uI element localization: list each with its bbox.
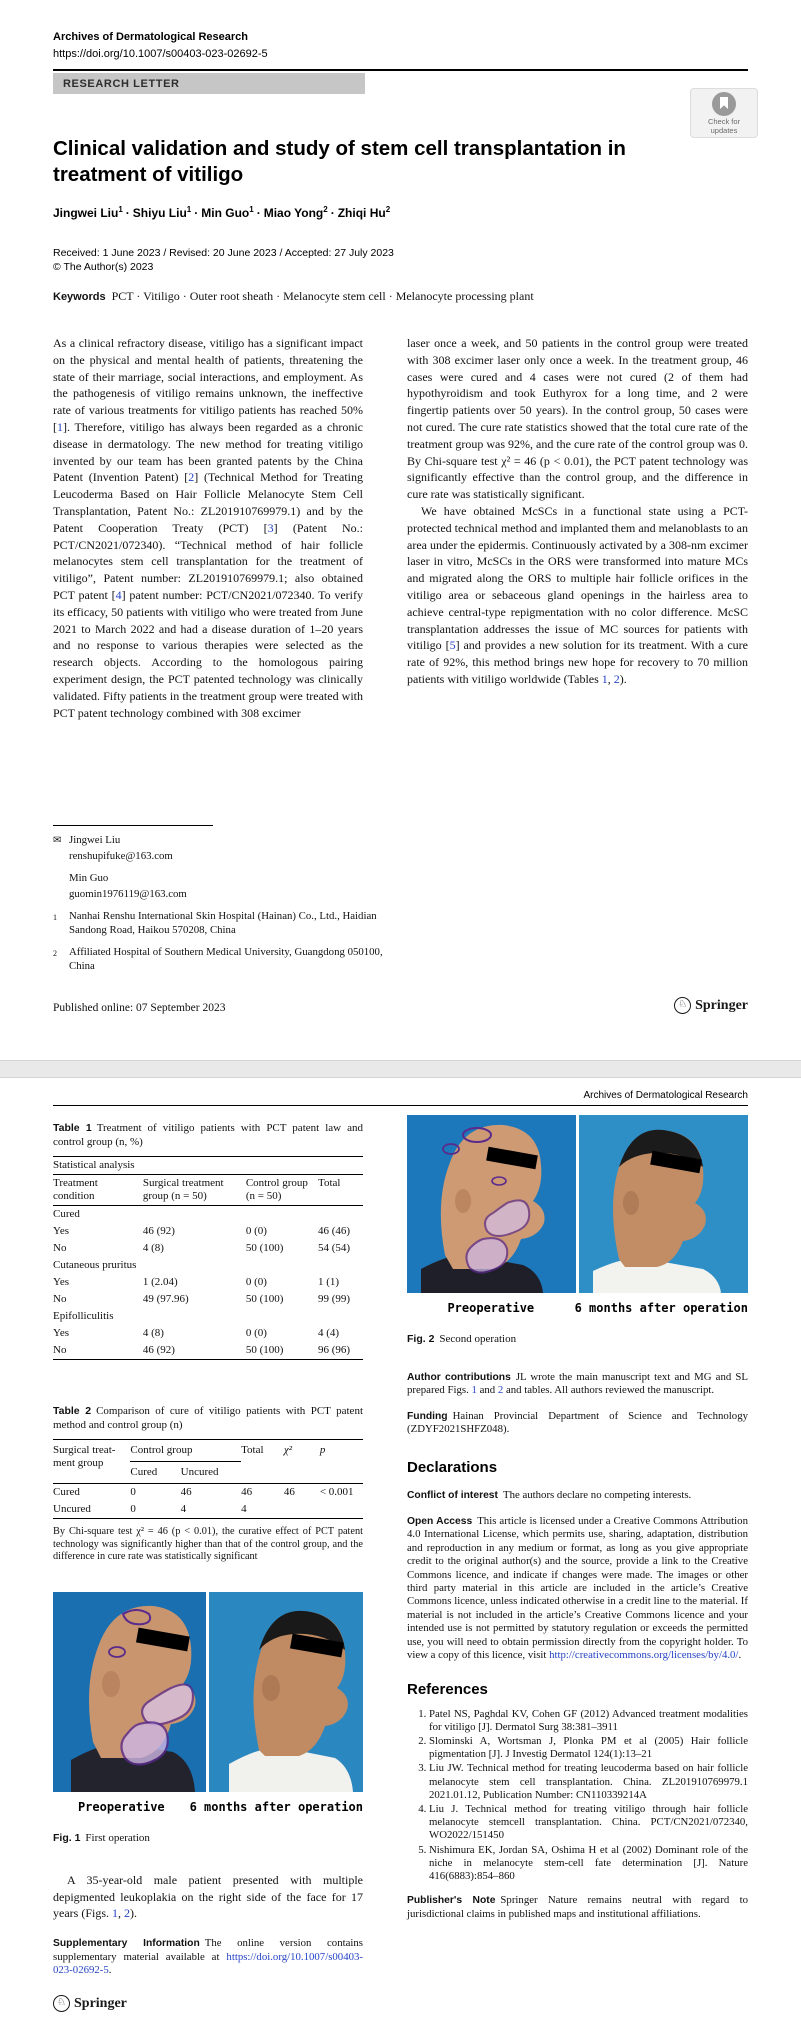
author-list: Jingwei Liu$^1$ · Shiyu Liu$^1$ · Min Guo$^1$ · Miao Yong$^2$ · Zhiqi Hu$^2$ [53,205,391,220]
figure-1-labels [53,1797,363,1817]
inline-link[interactable]: 2 [124,1906,130,1921]
reference-item: 5. Nishimura EK, Jordan SA, Oshima H et al (2002) Dominant role of the niche in melanocyte stem-cell fate determination [J]. Nature 416(6883):854–860 [429,1844,748,1884]
table2-header-cured: Cured [130,1462,180,1484]
footnote-rule [53,825,213,826]
affiliation-2-number: 2 [53,949,57,958]
table1-header: Control group (n = 50) [246,1175,318,1206]
corresponding-author-email[interactable]: renshupifuke@163.com [69,849,173,862]
reference-item: 3. Liu JW. Technical method for treating leucoderma based on hair follicle melanocyte stem cell transplantation. China. ZL201910769979.1 2021.01.12, Publication Number: CN110339214A [429,1762,748,1802]
patient-paragraph: A 35-year-old male patient presented with multiple depigmented leukoplakia on the right side of the face for 17 years (Figs. 1, 2). [53,1872,363,1921]
reference-item: 4. Liu J. Technical method for treating vitiligo through hair follicle melanocyte stemcell transplantation. China. PCT/CN2021/072340, WO2022/151450 [429,1803,748,1843]
table2-header-group: Surgical treat-ment group [53,1440,130,1484]
supplementary-information: Supplementary Information The online version contains supplementary material available at https://doi.org/10.1007/s00403-023-02692-5. [53,1937,363,1976]
publishers-note: Publisher's Note Springer Nature remains neutral with regard to jurisdictional claims in published maps and institutional affiliations. [407,1894,748,1920]
inline-link[interactable]: 3 [267,520,274,535]
author-name: Jingwei Liu$^1$ [53,205,123,220]
check-for-updates-icon [712,92,736,116]
open-access-statement: Open Access This article is licensed under a Creative Commons Attribution 4.0 International License, which permits use, sharing, adaptation, distribution and reproduction in any medium or format, as long as you give appropriate credit to the original author(s) and the source, provide a link to the Creative Commons licence, and indicate if changes were made. The images or other third party material in this article are included in the article’s Creative Commons licence, unless indicated otherwise in a credit line to the material. If material is not included in the article’s Creative Commons licence and your intended use is not permitted by statutory regulation or exceeds the permitted use, you will need to obtain permission directly from the copyright holder. To view a copy of this licence, visit http://creativecommons.org/licenses/by/4.0/. [407,1515,748,1662]
footnote-block [53,825,398,973]
figure-1-image [53,1592,363,1792]
history-dates: Received: 1 June 2023 / Revised: 20 June 2023 / Accepted: 27 July 2023 [53,247,394,259]
figure-2-labels [407,1298,748,1318]
figure-2-label-left: Preoperative [447,1301,535,1315]
page2-column-left [53,1115,363,1977]
body-column-right [407,335,748,803]
reference-item: 1. Patel NS, Paghdal KV, Cohen GF (2012) Advanced treatment modalities for vitiligo [J]. Dermatol Surg 38:381–3911 [429,1708,748,1734]
inline-link[interactable]: http://creativecommons.org/licenses/by/4.0/ [549,1649,739,1662]
affiliation-1-number: 1 [53,913,57,922]
inline-link[interactable]: 1 [112,1906,118,1921]
author-contributions: Author contributions JL wrote the main manuscript text and MG and SL prepared Figs. 1 and 2 and tables. All authors reviewed the manuscript. [407,1371,748,1397]
inline-link[interactable]: 4 [115,587,122,602]
inline-link[interactable]: 2 [188,470,195,485]
table1-header: Treatment condition [53,1175,143,1206]
page-2 [0,1078,801,2028]
table-row: Epifolliculitis [53,1310,114,1322]
inline-link[interactable]: https://doi.org/10.1007/s00403-023-02692-5 [53,1950,363,1976]
affiliation-2: Affiliated Hospital of Southern Medical University, Guangdong 050100, China [69,946,383,972]
table2-header-chi: χ² [284,1440,320,1484]
table-row: Uncured 0 4 4 [53,1503,247,1515]
table-2 [53,1439,363,1519]
reference-item: 2. Slominski A, Wortsman J, Plonka PM et al (2005) Hair follicle pigmentation [J]. J Investig Dermatol 124(1):13–21 [429,1735,748,1761]
inline-link[interactable]: 1 [601,671,608,686]
page-separator [0,1060,801,1078]
author-name: Zhiqi Hu$^2$ [337,205,391,220]
table2-caption: Table 2 Comparison of cure of vitiligo patients with PCT patent method and control group (n) [53,1405,363,1431]
table-1 [53,1156,363,1360]
inline-link[interactable]: 1 [471,1384,477,1397]
journal-name: Archives of Dermatological Research [53,31,249,43]
table1-caption: Table 1 Treatment of vitiligo patients with PCT patent law and control group (n, %) [53,1122,363,1148]
page2-column-right [407,1115,748,1977]
table-row: Cured [53,1208,80,1220]
copyright-line: © The Author(s) 2023 [53,261,154,273]
author-name: Miao Yong$^2$ [263,205,328,220]
running-head: Archives of Dermatological Research [583,1090,748,1101]
table-row: Yes 4 (8) 0 (0) 4 (4) [53,1327,340,1339]
reference-list [407,1708,748,1884]
table-row: No 49 (97.96) 50 (100) 99 (99) [53,1293,351,1305]
figure-2-label-right: 6 months after operation [574,1301,748,1315]
article-title: Clinical validation and study of stem cell transplantation in treatment of vitiligo [53,137,626,186]
figure-2 [407,1115,748,1318]
figure-1-caption: Fig. 1 First operation [53,1831,150,1844]
table-row: No 46 (92) 50 (100) 96 (96) [53,1344,351,1356]
inline-link[interactable]: 1 [57,419,63,434]
springer-logo: ♘ Springer [53,1995,127,2012]
springer-horse-icon: ♘ [53,1995,70,2012]
table2-header-uncured: Uncured [181,1462,241,1484]
table1-header: Surgical treatment group (n = 50) [143,1175,246,1206]
inline-link[interactable]: 2 [497,1384,504,1397]
article-type-badge: RESEARCH LETTER [53,73,365,94]
table-row: Cured 0 46 46 46 < 0.001 [53,1486,354,1498]
table2-header-control: Control group [130,1440,241,1462]
body-paragraph: laser once a week, and 50 patients in the control group were treated with 308 excimer laser only once a week. In the treatment group, 46 cases were cured and 4 cases were not cured (2 of them had hypothyroidism and took Euthyrox for a long time, and 2 were fingertip patients over 50 years). In the control group, 50 cases were not cured. The cure rate statistics showed that the total cure rate of the treatment group was 92%, and the cure rate of the control group was 0. By Chi-square test χ² = 46 (p < 0.01), the PCT patent technology was significantly effective than the control group, and the difference in cure rate was statistically significant. [407,336,748,502]
figure-1 [53,1592,363,1817]
table1-header: Total [318,1175,363,1206]
figure-2-caption: Fig. 2 Second operation [407,1333,517,1345]
author-name: Shiyu Liu$^1$ [132,205,192,220]
springer-logo: ♘ Springer [674,997,748,1014]
table2-footnote: By Chi-square test χ² = 46 (p < 0.01), the curative effect of PCT patent technology was significantly higher than that of the control group, and the difference in cure rate was statistically significant [53,1526,363,1563]
check-for-updates-label: Check for updates [707,117,741,135]
body-paragraph: As a clinical refractory disease, vitiligo has a significant impact on the physical and mental health of patients, threatening the state of their marriage, social interactions, and employment. As the pathogenesis of vitiligo remains unknown, the ineffective rate of various treatments for vitiligo patients has reached 50% [1]. Therefore, vitiligo has always been regarded as a chronic disease in dermatology. The new method for treating vitiligo invented by our team has been granted patents by the China Patent (Invention Patent) [2] (Technical Method for Treating Leucoderma Based on Hair Follicle Melanocyte Stem Cell Transplantation, Patent No.: ZL201910769979.1) and by the Patent Cooperation Treaty (PCT) [3] (Patent No.: PCT/CN2021/072340). “Technical method of hair follicle melanocytes stem cell transplantation for the treatment of vitiligo”, Patent number: ZL201910769979.1; also obtained PCT patent [4] patent number: PCT/CN2021/072340. To verify its efficacy, 50 patients with vitiligo who were treated from June 2021 to March 2022 and had a disease duration of 1–20 years and no response to various therapies were selected as the research objects. According to the homologous pairing experiment design, the PCT patented technology was clinically validated. Fifty patients in the treatment group were treated with PCT patent technology combined with 308 excimer [53,336,363,720]
second-author-name: Min Guo [69,872,109,884]
body-paragraph: We have obtained McSCs in a functional state using a PCT-protected technical method and implanted them and melanoblasts to an area under the epidermis. Continuously activated by a 308-nm excimer laser in vitro, McSCs in the ORS were transformed into mature MCs and migrated along the ORS to multiple hair follicle orifices in the vitiligo area or sebaceous gland openings in the hairless area to achieve central-type repigmentation with no color difference. McSC transplantation addresses the issue of MC sources for patients with vitiligo [5] and provides a new solution for its treatment. With a cure rate of 92%, this method brings new hope for recovery to 70 million patients with vitiligo worldwide (Tables 1, 2). [407,503,748,686]
references-heading: References [407,1680,488,1698]
table-row: Yes 46 (92) 0 (0) 46 (46) [53,1225,351,1237]
figure-1-label-left: Preoperative [77,1799,165,1814]
author-name: Min Guo$^1$ [201,205,254,220]
conflict-of-interest: Conflict of interest The authors declare no competing interests. [407,1488,692,1501]
envelope-icon: ✉ [53,835,62,846]
table2-header-total: Total [241,1440,284,1484]
table-row: No 4 (8) 50 (100) 54 (54) [53,1242,351,1254]
second-author-email[interactable]: guomin1976119@163.com [69,887,187,900]
figure-1-label-right: 6 months after operation [189,1799,363,1814]
running-head-rule [53,1105,748,1106]
keywords-label: Keywords [53,291,106,303]
published-online: Published online: 07 September 2023 [53,1002,226,1014]
body-column-left [53,335,363,803]
figure-2-image [407,1115,748,1293]
article-doi-link[interactable]: https://doi.org/10.1007/s00403-023-02692-5 [53,48,268,60]
table2-header-p: p [320,1440,363,1484]
keywords-line [53,289,748,304]
inline-link[interactable]: 2 [613,671,620,686]
affiliation-1: Nanhai Renshu International Skin Hospital (Hainan) Co., Ltd., Haidian Sandong Road, Haikou 570208, China [69,910,377,936]
header-rule [53,69,748,71]
funding-statement: Funding Hainan Provincial Department of Science and Technology (ZDYF2021SHFZ048). [407,1409,748,1436]
corresponding-author-name: Jingwei Liu [69,834,121,846]
inline-link[interactable]: 5 [449,638,456,653]
keywords-value: PCT · Vitiligo · Outer root sheath · Melanocyte stem cell · Melanocyte processing plant [111,289,534,303]
body-columns [53,335,748,803]
check-for-updates-badge[interactable] [690,88,758,138]
table-row: Cutaneous pruritus [53,1259,137,1271]
springer-horse-icon: ♘ [674,997,691,1014]
table-row: Yes 1 (2.04) 0 (0) 1 (1) [53,1276,340,1288]
table1-subhead: Statistical analysis [53,1157,363,1175]
declarations-heading: Declarations [407,1458,498,1476]
